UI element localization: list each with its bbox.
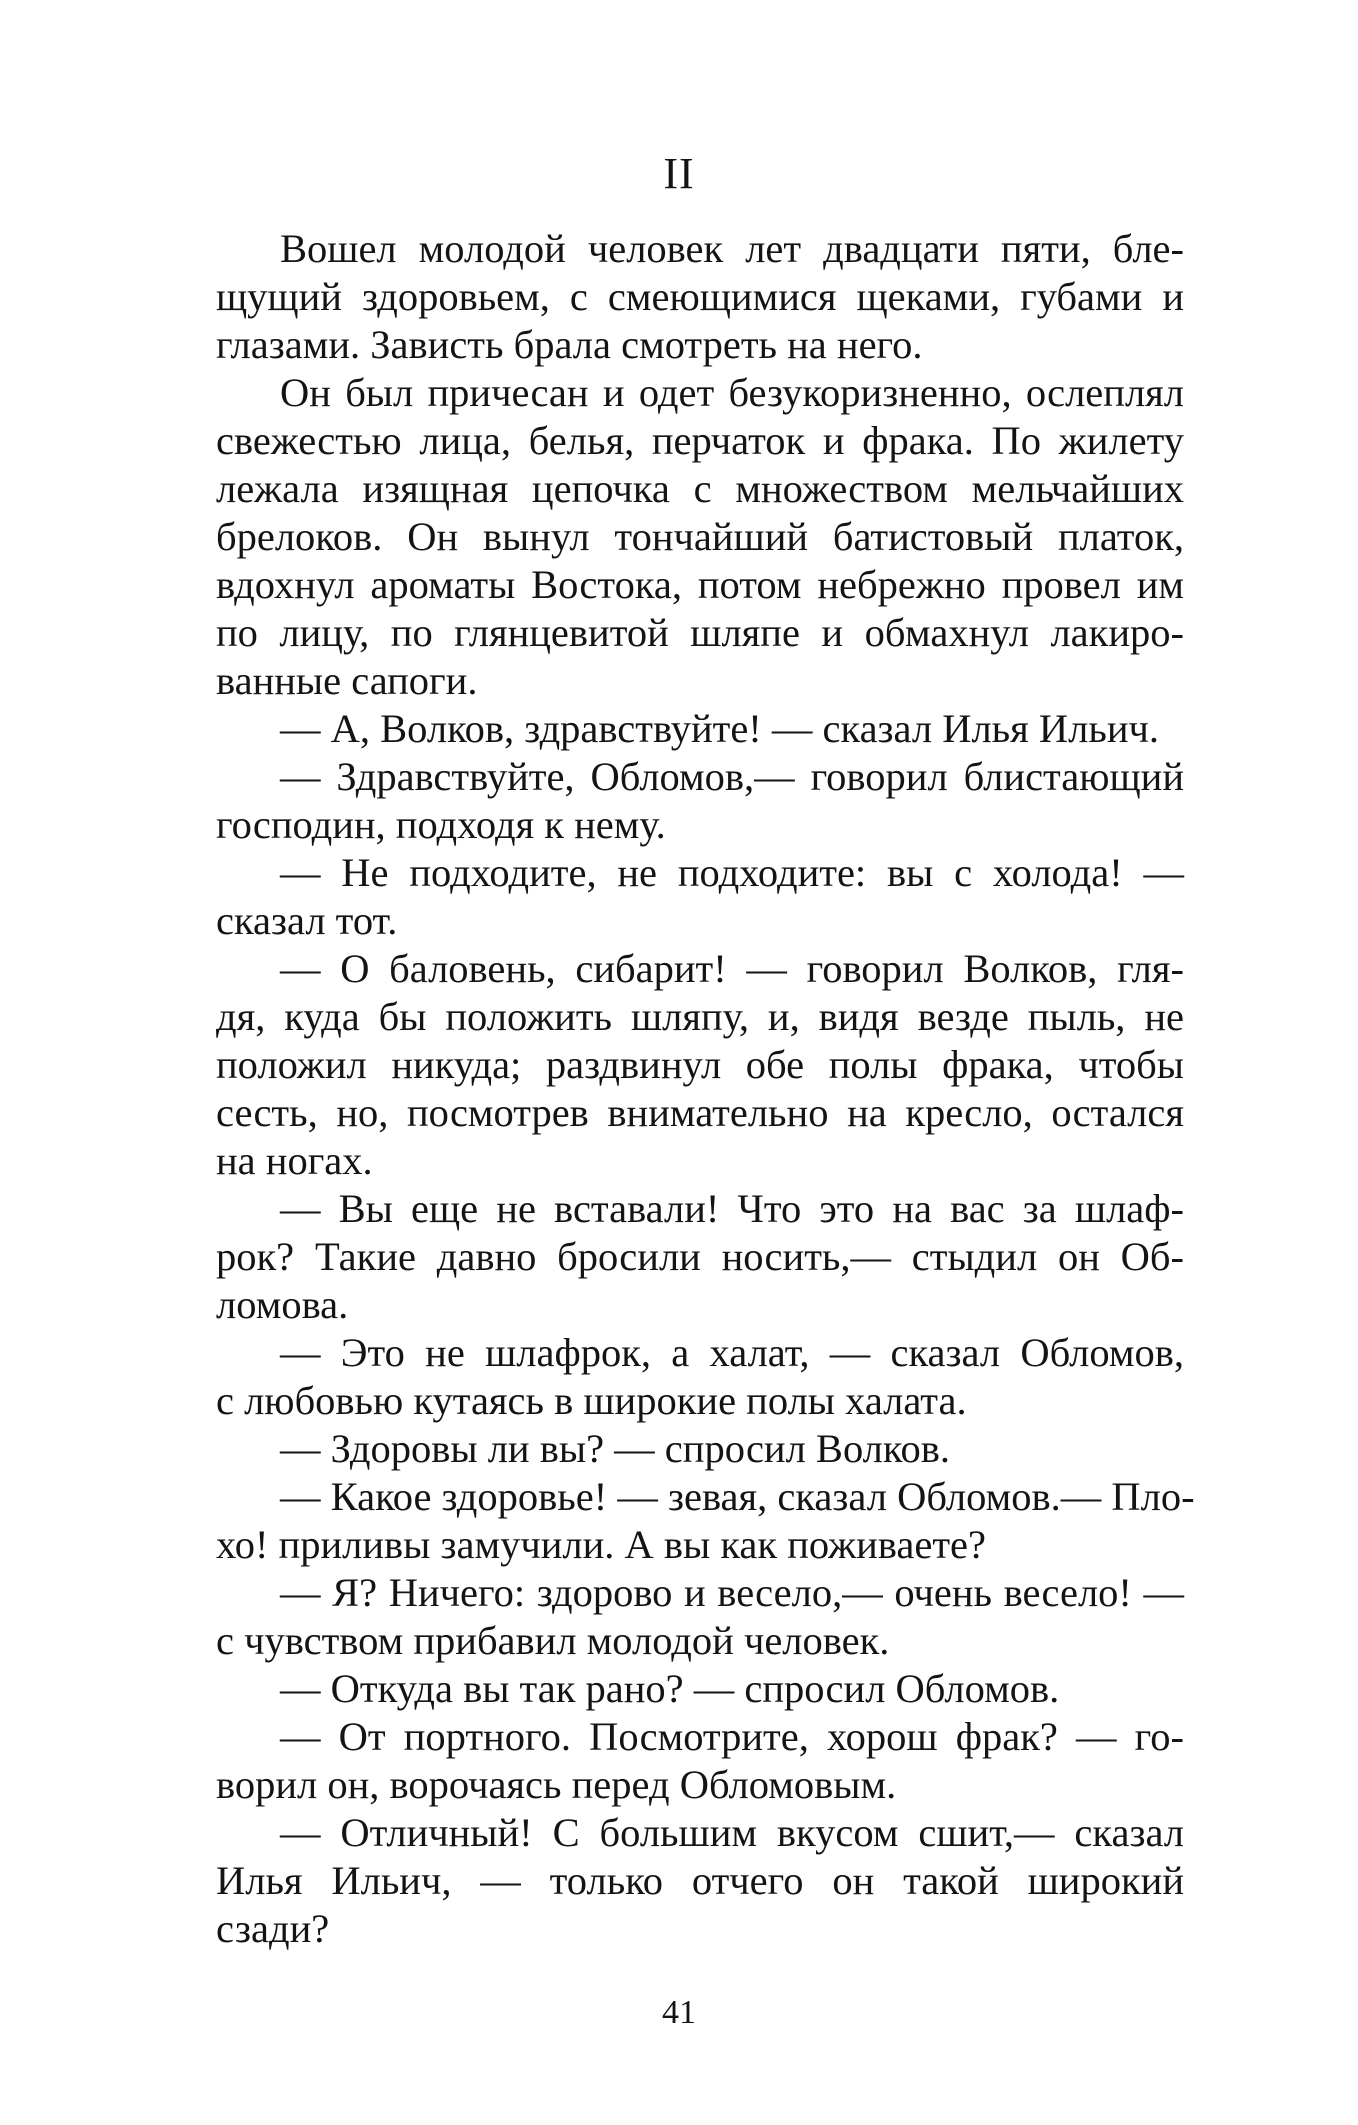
text-line: — Я? Ничего: здорово и весело,— очень весело! — xyxy=(280,1570,1184,1615)
text-line: — А, Волков, здравствуйте! — сказал Илья Ильич. xyxy=(280,706,1159,751)
text-line: — Откуда вы так рано? — спросил Обломов. xyxy=(280,1666,1060,1711)
text-line: дя, куда бы положить шляпу, и, видя везде пыль, не xyxy=(216,994,1184,1039)
paragraph xyxy=(152,753,1184,849)
text-line: ломова. xyxy=(216,1282,349,1327)
text-line: — Не подходите, не подходите: вы с холода! — xyxy=(280,850,1184,895)
paragraph xyxy=(152,1185,1184,1329)
paragraph xyxy=(152,225,1184,369)
text-line: ворил он, ворочаясь перед Обломовым. xyxy=(216,1762,897,1807)
text-line: по лицу, по глянцевитой шляпе и обмахнул лакиро- xyxy=(216,610,1184,655)
paragraph xyxy=(152,1665,1184,1713)
text-line: — Какое здоровье! — зевая, сказал Обломов.— Пло- xyxy=(280,1474,1195,1519)
text-line: сесть, но, посмотрев внимательно на кресло, остался xyxy=(216,1090,1184,1135)
text-line: — О баловень, сибарит! — говорил Волков, гля- xyxy=(280,946,1184,991)
paragraph xyxy=(152,705,1184,753)
paragraph xyxy=(152,1809,1184,1953)
text-line: лежала изящная цепочка с множеством мельчайших xyxy=(216,466,1184,511)
paragraph xyxy=(152,1473,1195,1569)
paragraph xyxy=(152,945,1184,1185)
chapter-number: II xyxy=(663,149,695,198)
text-line: Илья Ильич, — только отчего он такой широкий xyxy=(216,1858,1184,1903)
text-line: рок? Такие давно бросили носить,— стыдил он Об- xyxy=(216,1234,1184,1279)
text-line: сказал тот. xyxy=(216,898,398,943)
text-line: с чувством прибавил молодой человек. xyxy=(216,1618,890,1663)
text-line: Он был причесан и одет безукоризненно, ослеплял xyxy=(280,370,1184,415)
paragraph xyxy=(152,1569,1184,1665)
text-line: брелоков. Он вынул тончайший батистовый платок, xyxy=(216,514,1184,559)
text-line: Вошел молодой человек лет двадцати пяти, бле- xyxy=(280,226,1184,271)
text-line: — Вы еще не вставали! Что это на вас за шлаф- xyxy=(280,1186,1184,1231)
text-line: — Отличный! С большим вкусом сшит,— сказал xyxy=(280,1810,1184,1855)
paragraph xyxy=(152,369,1184,705)
text-line: — Это не шлафрок, а халат, — сказал Обломов, xyxy=(280,1330,1184,1375)
text-line: с любовью кутаясь в широкие полы халата. xyxy=(216,1378,967,1423)
text-line: — Здоровы ли вы? — спросил Волков. xyxy=(280,1426,950,1471)
text-line: вдохнул ароматы Востока, потом небрежно провел им xyxy=(216,562,1184,607)
page-number: 41 xyxy=(662,1994,696,2031)
text-line: щущий здоровьем, с смеющимися щеками, губами и xyxy=(216,274,1184,319)
text-line: — Здравствуйте, Обломов,— говорил блистающий xyxy=(280,754,1184,799)
paragraph xyxy=(152,849,1184,945)
text-line: положил никуда; раздвинул обе полы фрака, чтобы xyxy=(216,1042,1184,1087)
text-line: свежестью лица, белья, перчаток и фрака. По жилету xyxy=(216,418,1184,463)
text-line: — От портного. Посмотрите, хорош фрак? — го- xyxy=(280,1714,1184,1759)
text-line: хо! приливы замучили. А вы как поживаете? xyxy=(216,1522,986,1567)
text-line: глазами. Зависть брала смотреть на него. xyxy=(216,322,923,367)
text-line: на ногах. xyxy=(216,1138,373,1183)
text-line: сзади? xyxy=(216,1906,330,1951)
text-line: господин, подходя к нему. xyxy=(216,802,666,847)
paragraph xyxy=(152,1713,1184,1809)
paragraph xyxy=(152,1329,1184,1425)
paragraph xyxy=(152,1425,1184,1473)
text-line: ванные сапоги. xyxy=(216,658,478,703)
chapter-body xyxy=(152,225,1195,1953)
